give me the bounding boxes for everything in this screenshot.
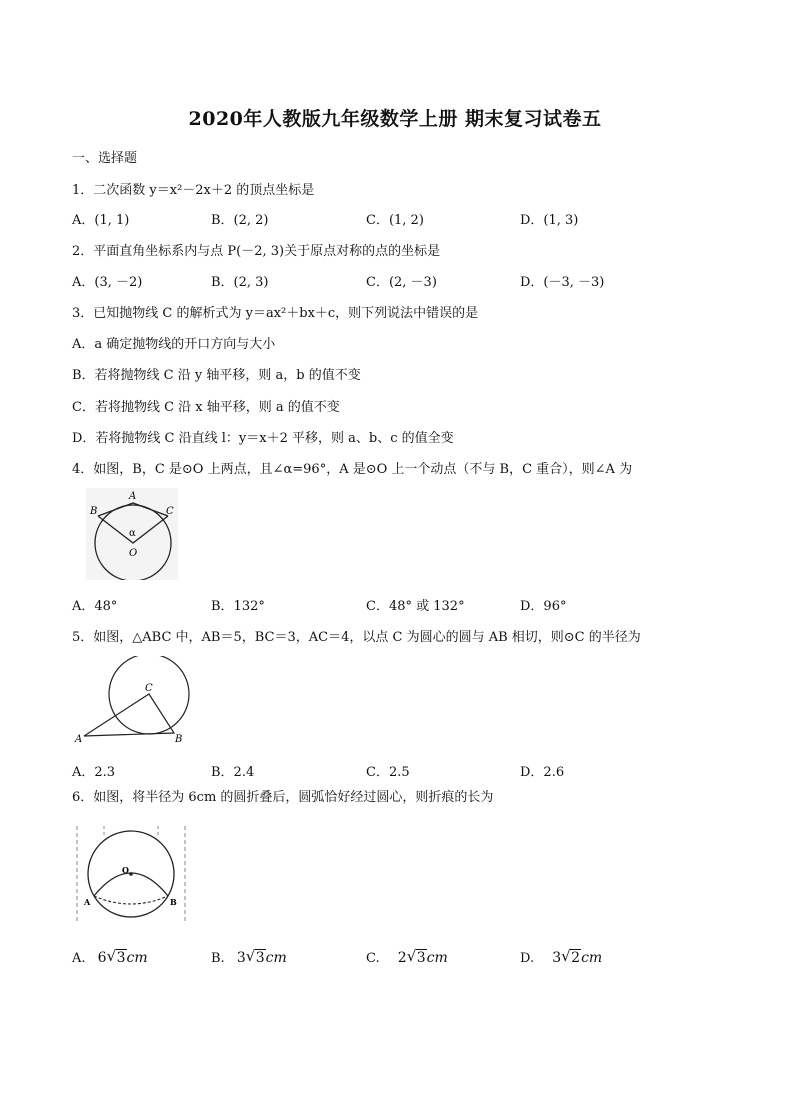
q6-option-b[interactable] (211, 949, 287, 966)
question-5-stem: 5．如图，△ABC 中，AB＝5，BC＝3，AC＝4，以点 C 为圆心的圆与 AB 相切，则⊙C 的半径为 (72, 630, 641, 645)
q6-option-b-coef: 3 (236, 950, 246, 966)
q5-figure (72, 656, 194, 746)
q6-option-c[interactable] (366, 949, 448, 966)
q4-option-b[interactable]: B．132° (211, 599, 265, 614)
q5-label-c: C (145, 683, 153, 694)
q4-label-b: B (90, 506, 98, 517)
q4-option-a[interactable]: A．48° (72, 599, 118, 614)
q6-label-a: A (84, 897, 91, 907)
q6-option-d-unit: cm (581, 950, 603, 966)
q5-option-d[interactable]: D．2.6 (520, 765, 565, 780)
q6-option-c-letter: C. (366, 951, 380, 966)
question-1-stem: 1．二次函数 y＝x²－2x＋2 的顶点坐标是 (72, 183, 315, 198)
question-6-stem: 6．如图，将半径为 6cm 的圆折叠后，圆弧恰好经过圆心，则折痕的长为 (72, 790, 494, 805)
q6-option-a-unit: cm (126, 950, 148, 966)
q4-label-c: C (166, 506, 174, 517)
q6-option-a[interactable] (72, 949, 148, 966)
q6-option-a-letter: A. (72, 951, 86, 966)
q6-option-a-rad: 3 (116, 950, 126, 966)
q3-option-b[interactable]: B．若将抛物线 C 沿 y 轴平移，则 a，b 的值不变 (72, 368, 361, 383)
q6-option-d[interactable] (520, 949, 602, 966)
q5-label-b: B (175, 734, 183, 745)
q2-option-d[interactable]: D．(－3, －3) (520, 275, 605, 290)
q6-label-b: B (170, 897, 177, 907)
q5-option-b[interactable]: B．2.4 (211, 765, 255, 780)
q3-option-c[interactable]: C．若将抛物线 C 沿 x 轴平移，则 a 的值不变 (72, 400, 340, 415)
q1-option-b[interactable]: B．(2, 2) (211, 213, 269, 228)
q5-label-a: A (75, 734, 83, 745)
q4-option-c[interactable]: C．48° 或 132° (366, 599, 465, 614)
q1-option-c[interactable]: C．(1, 2) (366, 213, 424, 228)
q6-option-b-rad: 3 (255, 950, 265, 966)
q2-option-b[interactable]: B．(2, 3) (211, 275, 269, 290)
q6-option-c-unit: cm (426, 950, 448, 966)
q6-figure (74, 824, 188, 928)
question-4-stem: 4．如图，B，C 是⊙O 上两点，且∠α=96°，A 是⊙O 上一个动点（不与 B，C 重合），则∠A 为 (72, 462, 633, 477)
q2-option-a[interactable]: A．(3, －2) (72, 275, 143, 290)
q5-option-c[interactable]: C．2.5 (366, 765, 410, 780)
q4-label-alpha: α (129, 528, 136, 539)
q6-option-c-coef: 2 (397, 950, 407, 966)
q6-option-a-coef: 6 (97, 950, 107, 966)
q4-label-a: A (129, 491, 137, 502)
question-3-stem: 3．已知抛物线 C 的解析式为 y＝ax²＋bx＋c，则下列说法中错误的是 (72, 306, 479, 321)
q3-option-a[interactable]: A．a 确定抛物线的开口方向与大小 (72, 337, 276, 352)
q1-option-a[interactable]: A．(1, 1) (72, 213, 130, 228)
q6-option-b-letter: B. (211, 951, 225, 966)
q5-option-a[interactable]: A．2.3 (72, 765, 116, 780)
q3-option-d[interactable]: D．若将抛物线 C 沿直线 l：y＝x＋2 平移，则 a、b、c 的值全变 (72, 431, 454, 446)
question-2-stem: 2．平面直角坐标系内与点 P(－2, 3)关于原点对称的点的坐标是 (72, 244, 441, 259)
q4-figure (86, 488, 178, 580)
q6-label-o: O (122, 865, 129, 875)
q2-option-c[interactable]: C．(2, －3) (366, 275, 437, 290)
q1-option-d[interactable]: D．(1, 3) (520, 213, 579, 228)
q4-label-o: O (129, 548, 138, 559)
section-heading: 一、选择题 (72, 151, 138, 166)
q6-option-b-unit: cm (265, 950, 287, 966)
q6-option-c-rad: 3 (416, 950, 426, 966)
q4-option-d[interactable]: D．96° (520, 599, 567, 614)
q6-option-d-coef: 3 (552, 950, 562, 966)
q6-option-d-rad: 2 (571, 950, 581, 966)
page-title: 2020年人教版九年级数学上册 期末复习试卷五 (188, 108, 602, 130)
q6-option-d-letter: D. (520, 951, 535, 966)
